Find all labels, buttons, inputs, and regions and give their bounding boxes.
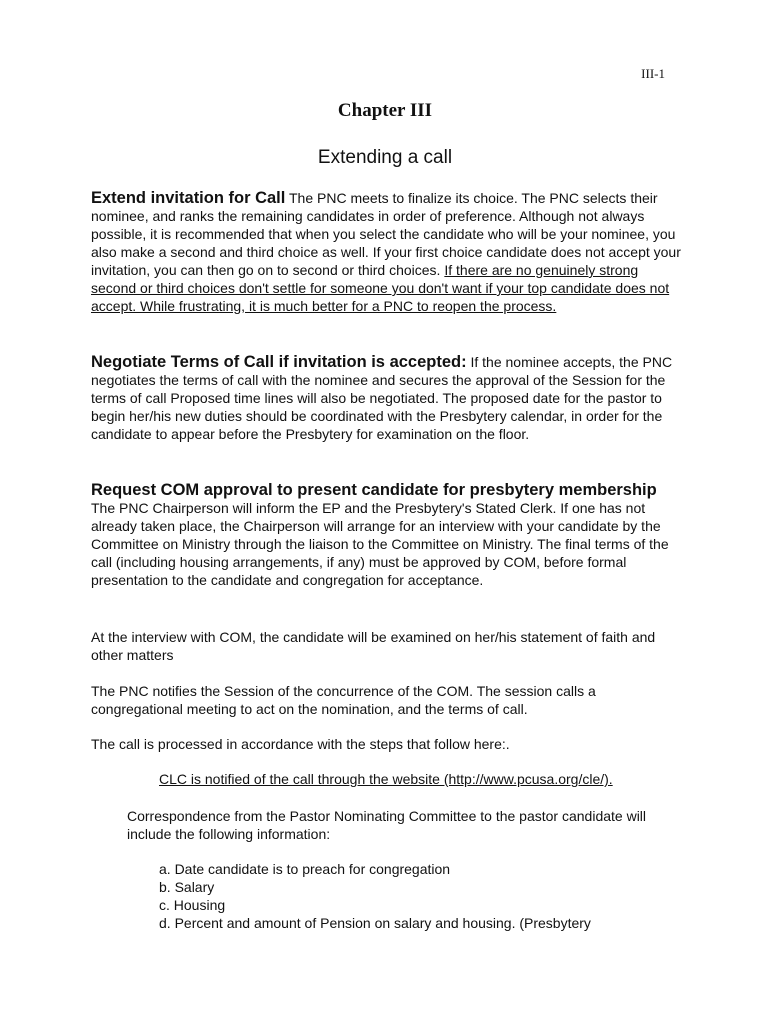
info-list	[159, 860, 591, 932]
section-negotiate-terms	[91, 353, 683, 443]
paragraph-call-processed: The call is processed in accordance with the steps that follow here:.	[91, 736, 510, 752]
list-item: c. Housing	[159, 897, 226, 913]
section-extend-invitation	[91, 189, 683, 315]
correspondence-paragraph: Correspondence from the Pastor Nominating Committee to the pastor candidate will include the following information:	[127, 808, 647, 842]
section-heading: Negotiate Terms of Call if invitation is accepted:	[91, 353, 467, 371]
section-heading: Extend invitation for Call	[91, 189, 286, 207]
section-request-com-approval	[91, 481, 683, 589]
paragraph-session-notified: The PNC notifies the Session of the concurrence of the COM. The session calls a congregational meeting to act on the nomination, and the terms of call.	[91, 683, 596, 717]
list-item: b. Salary	[159, 879, 215, 895]
list-item: d. Percent and amount of Pension on salary and housing. (Presbytery	[159, 915, 591, 931]
clc-notice-link[interactable]: CLC is notified of the call through the website (http://www.pcusa.org/cle/).	[159, 771, 613, 787]
chapter-heading: Chapter III	[337, 100, 433, 121]
section-underlined-note: If there are no genuinely strong second or third choices don't settle for someone you don't want if your top candidate does not accept. While frustrating, it is much better for a PNC to reopen the process.	[91, 262, 670, 314]
section-body: The PNC meets to finalize its choice. The PNC selects their nominee, and ranks the remaining candidates in order of preference. Although not always possible, it is recommended that when you select the candidate who will be your nominee, you also make a second and third choice as well. If your first choice candidate does not accept your invitation, you can then go on to second or third choices.	[91, 190, 681, 278]
page-number: III-1	[641, 66, 665, 81]
paragraph-com-interview: At the interview with COM, the candidate will be examined on her/his statement of faith and other matters	[91, 629, 656, 663]
section-body: The PNC Chairperson will inform the EP and the Presbytery's Stated Clerk. If one has not already taken place, the Chairperson will arrange for an interview with your candidate by the Committee on Ministry through the liaison to the Committee on Ministry. The final terms of the call (including housing arrangements, if any) must be approved by COM, before formal presentation to the candidate and congregation for acceptance.	[91, 500, 669, 588]
page-title: Extending a call	[317, 147, 453, 168]
section-body: If the nominee accepts, the PNC negotiates the terms of call with the nominee and secures the approval of the Session for the terms of call Proposed time lines will also be negotiated. The proposed date for the pastor to begin her/his new duties should be coordinated with the Presbytery calendar, in order for the candidate to appear before the Presbytery for examination on the floor.	[91, 354, 673, 442]
list-item: a. Date candidate is to preach for congregation	[159, 861, 451, 877]
section-heading: Request COM approval to present candidate for presbytery membership	[91, 481, 657, 499]
